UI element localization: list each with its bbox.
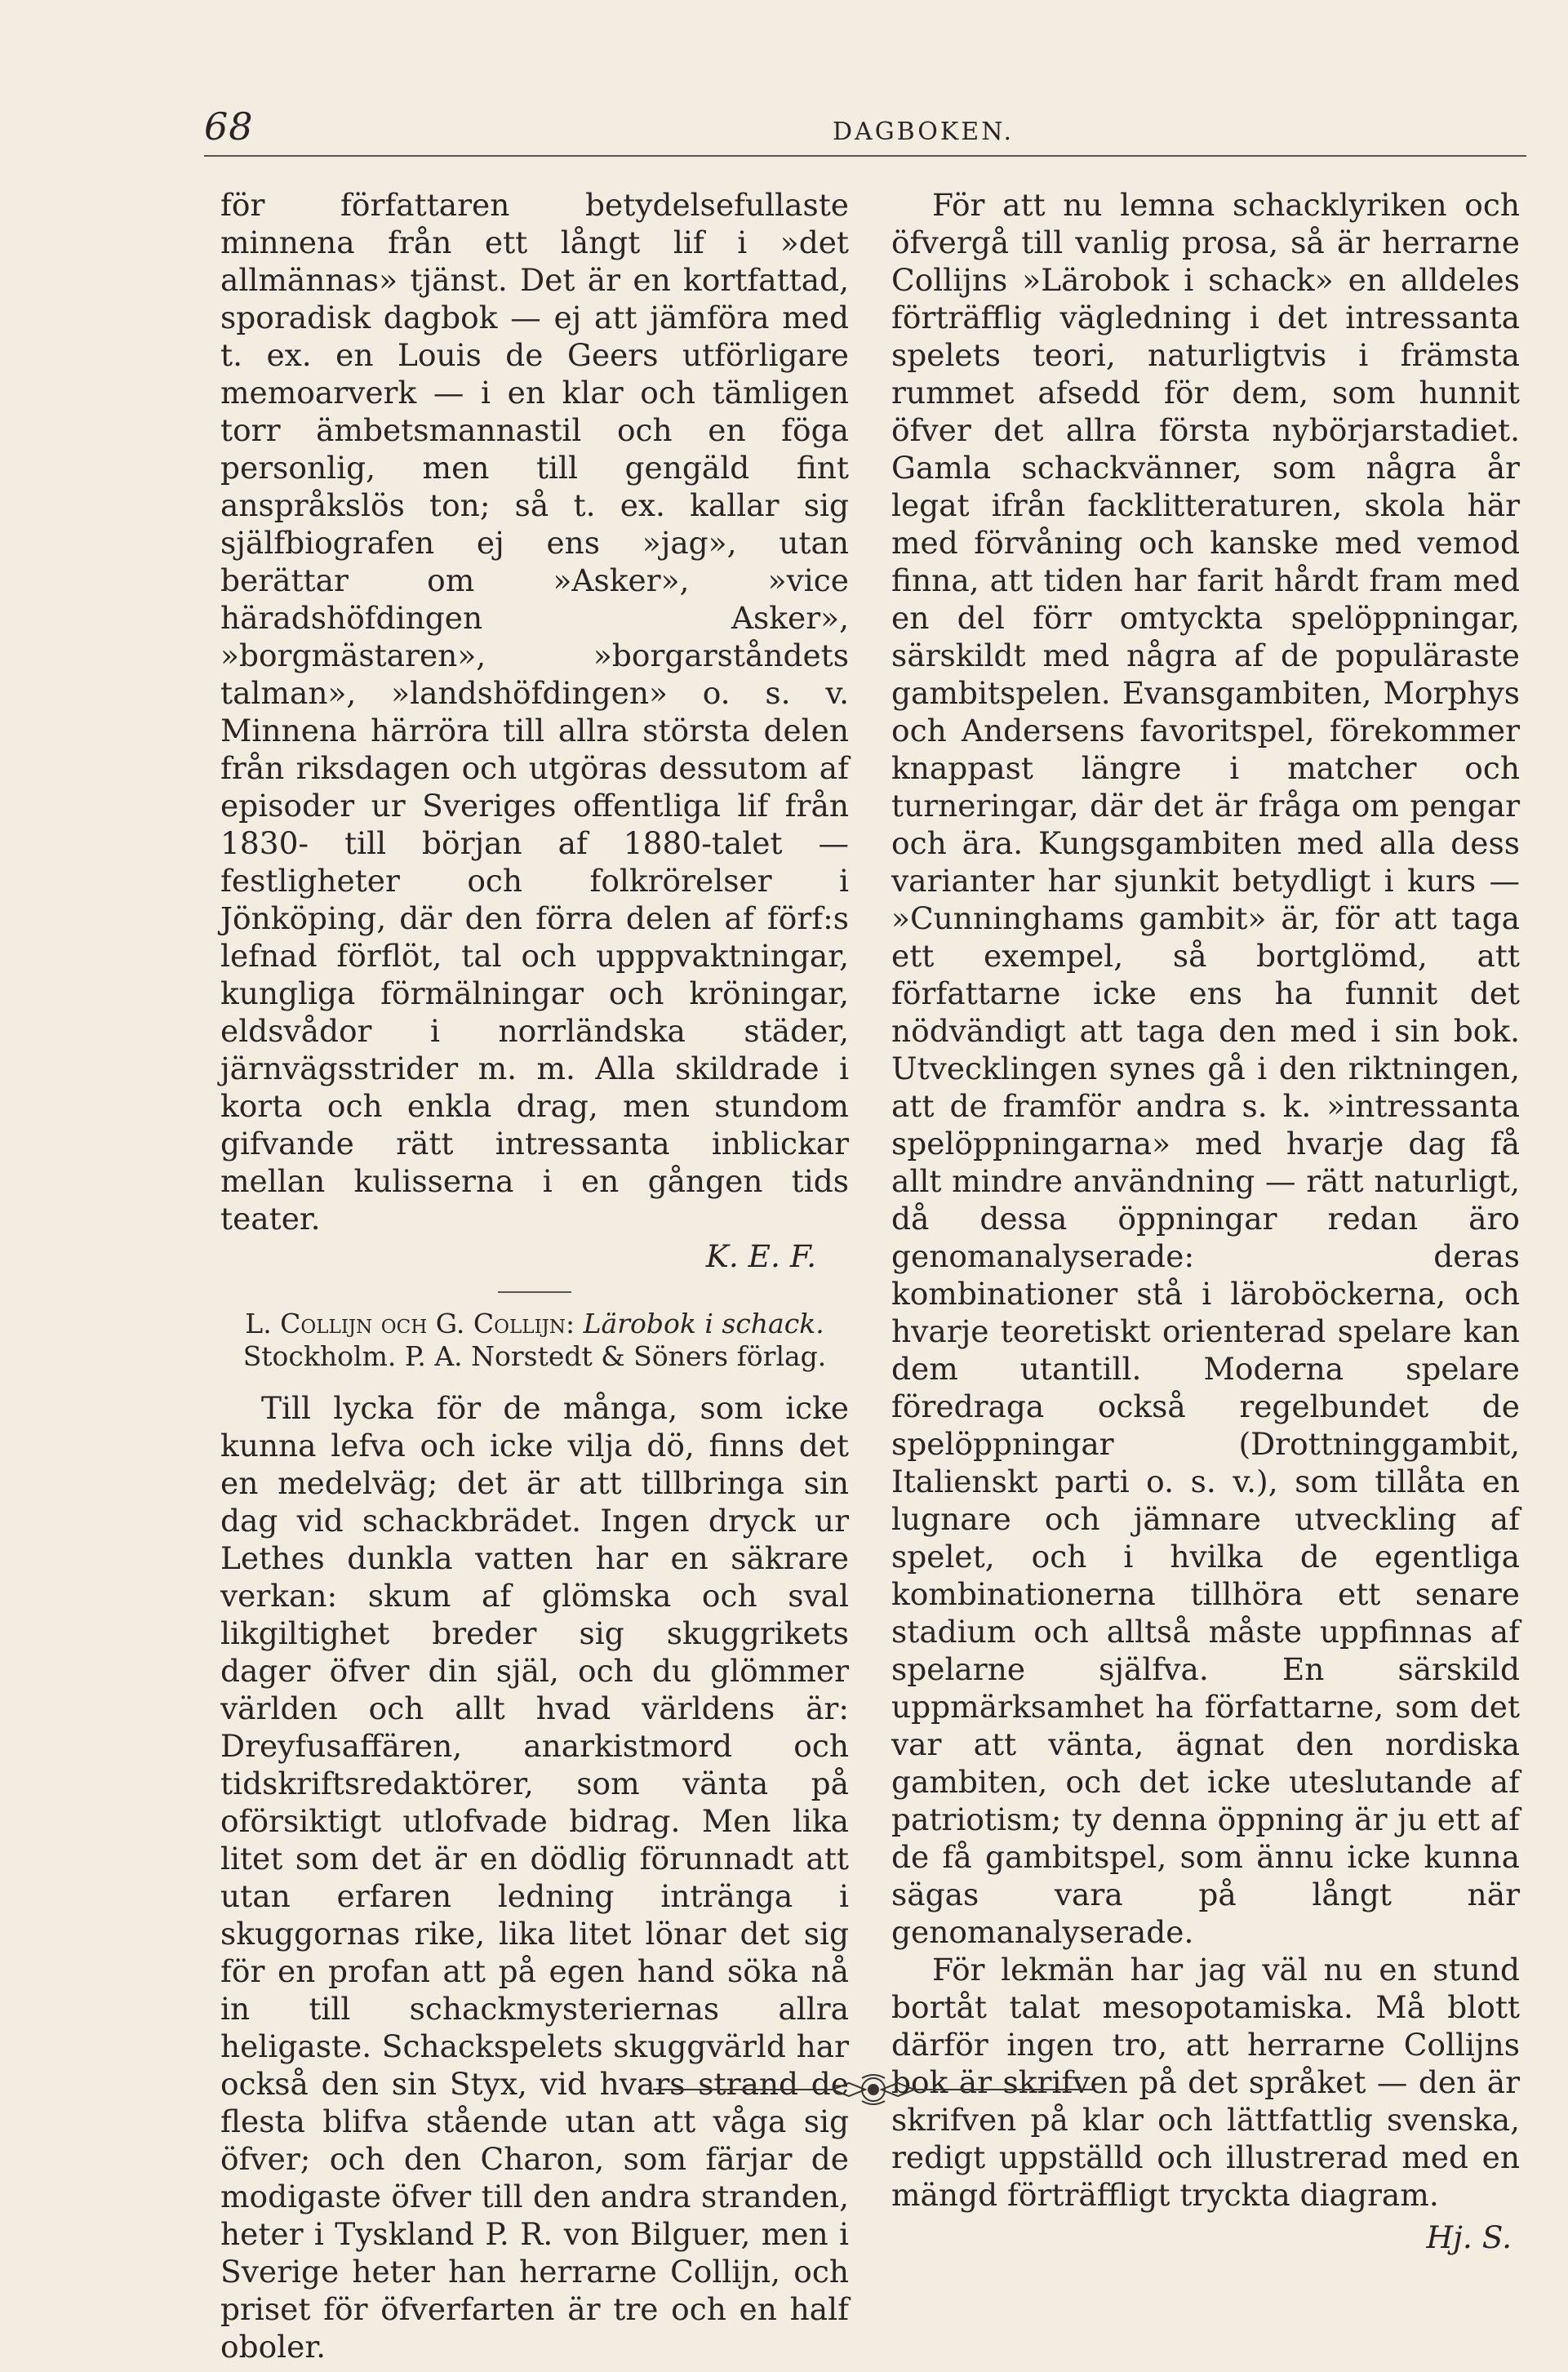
section-divider bbox=[498, 1291, 571, 1293]
running-title: DAGBOKEN. bbox=[833, 118, 1015, 146]
review-title: Lärobok i schack. bbox=[583, 1308, 824, 1339]
left-column bbox=[220, 186, 849, 2365]
review-paragraph-4: För lekmän har jag väl nu en stund bortåt talat mesopotamiska. Må blott därför ingen tro, att herrarne Collijns bok är skrifven på det språket — den är skrifven på klar och lättfattlig svenska, redigt uppställd och illustrerad med en mängd förträffligt tryckta diagram. bbox=[891, 1952, 1520, 2213]
decorative-tailpiece-icon bbox=[653, 2073, 1094, 2106]
page-number: 68 bbox=[204, 104, 254, 149]
review-heading bbox=[220, 1308, 849, 1373]
right-column bbox=[891, 186, 1520, 2256]
review-publisher: Stockholm. P. A. Norstedt & Söners förlag. bbox=[242, 1340, 827, 1372]
signature-1: K. E. F. bbox=[705, 1238, 816, 1274]
review-paragraph-1: för författaren betydelsefullaste minnena från ett långt lif i »det allmännas» tjänst. Det är en kortfattad, sporadisk dagbok — ej att jämföra med t. ex. en Louis de Geers utförligare memoarverk — i en klar och tämligen torr ämbetsmannastil och en föga personlig, men till gengäld fint anspråkslös ton; så t. ex. kallar sig själfbiografen ej ens »jag», utan berättar om »Asker», »vice häradshöfdingen Asker», »borgmästaren», »borgarståndets talman», »landshöfdingen» o. s. v. Minnena härröra till allra största delen från riksdagen och utgöras dessutom af episoder ur Sveriges offentliga lif från 1830- till början af 1880-talet — festligheter och folkrörelser i Jönköping, där den förra delen af förf:s lefnad förflöt, tal och upppvaktningar, kungliga förmälningar och kröningar, eldsvådor i norrländska städer, järnvägsstrider m. m. Alla skildrade i korta och enkla drag, men stundom gifvande rätt intressanta inblickar mellan kulisserna i en gången tids teater. bbox=[220, 187, 849, 1237]
page-header bbox=[204, 104, 1526, 153]
review-paragraph-2: Till lycka för de många, som icke kunna lefva och icke vilja dö, finns det en medelväg; det är att tillbringa sin dag vid schackbrädet. Ingen dryck ur Lethes dunkla vatten har en säkrare verkan: skum af glömska och sval likgiltighet breder sig skuggrikets dager öfver din själ, och du glömmer världen och allt hvad världens är: Dreyfusaffären, anarkistmord och tidskriftsredaktörer, som vänta på oförsiktigt utlofvade bidrag. Men lika litet som det är en dödlig förunnadt att utan erfaren ledning intränga i skuggornas rike, lika litet lönar det sig för en profan att på egen hand söka nå in till schackmysteriernas allra heligaste. Schackspelets skuggvärld har också den sin Styx, vid hvars strand de flesta blifva stående utan att våga sig öfver; och den Charon, som färjar de modigaste öfver till den andra stranden, heter i Tyskland P. R. von Bilguer, men i Sverige heter han herrarne Collijn, och priset för öfverfarten är tre och en half oboler. bbox=[220, 1390, 849, 2365]
review-paragraph-3: För att nu lemna schacklyriken och öfvergå till vanlig prosa, så är herrarne Collijns »Lärobok i schack» en alldeles förträfflig vägledning i det intressanta spelets teori, naturligtvis i främsta rummet afsedd för dem, som hunnit öfver det allra första nybörjarstadiet. Gamla schackvänner, som några år legat ifrån facklitteraturen, skola här med förvåning och kanske med vemod finna, att tiden har farit hårdt fram med en del förr omtyckta spelöppningar, särskildt med några af de populäraste gambitspelen. Evansgambiten, Morphys och Andersens favoritspel, förekommer knappast längre i matcher och turneringar, där det är fråga om pengar och ära. Kungsgambiten med alla dess varianter har sjunkit betydligt i kurs — »Cunninghams gambit» är, för att taga ett exempel, så bortglömd, att författarne icke ens ha funnit det nödvändigt att taga den med i sin bok. Utvecklingen synes gå i den riktningen, att de framför andra s. k. »intressanta spelöppningarna» med hvarje dag få allt mindre användning — rätt naturligt, då dessa öppningar redan äro genomanalyserade: deras kombinationer stå i läroböckerna, och hvarje teoretiskt orienterad spelare kan dem utantill. Moderna spelare föredraga också regelbundet de spelöppningar (Drottninggambit, Italienskt parti o. s. v.), som tillåta en lugnare och jämnare utveckling af spelet, och i hvilka de egentliga kombinationerna tillhöra ett senare stadium och alltså måste uppfinnas af spelarne själfva. En särskild uppmärksamhet ha författarne, som det var att vänta, ägnat den nordiska gambiten, och det icke uteslutande af patriotism; ty denna öppning är ju ett af de få gambitspel, som ännu icke kunna sägas vara på långt när genomanalyserade. bbox=[891, 187, 1520, 1950]
signature-2: Hj. S. bbox=[1426, 2219, 1512, 2255]
review-authors: L. Collijn och G. Collijn: bbox=[245, 1308, 575, 1339]
header-rule bbox=[204, 155, 1526, 157]
signature-line-1 bbox=[220, 1237, 849, 1275]
